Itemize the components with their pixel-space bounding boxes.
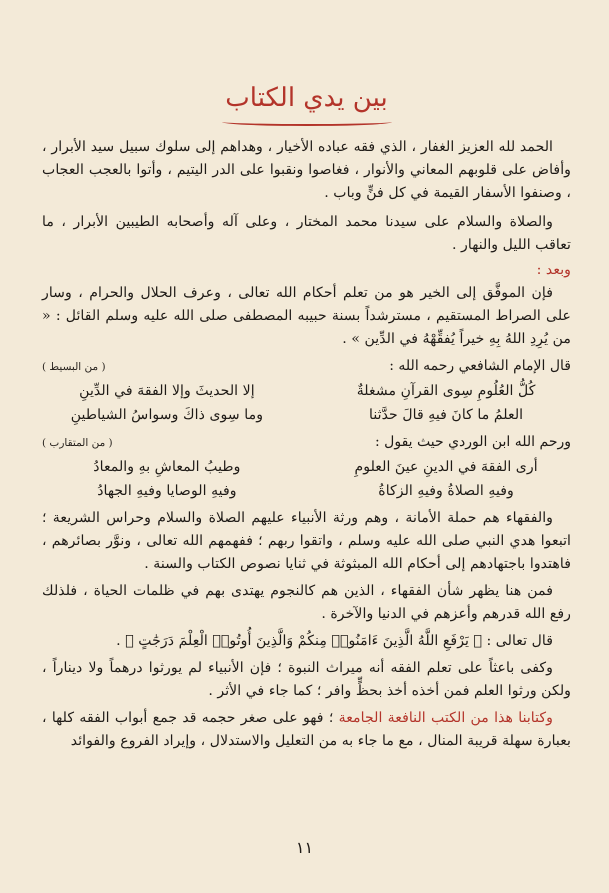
poem-shafii-meter: ( من البسيط ): [42, 361, 106, 373]
verse-hemistich-2: إلا الحديثَ وإلا الفقهَ في الدِّينِ: [79, 383, 255, 399]
verse-hemistich-2: وطيبُ المعاشِ بهِ والمعادُ: [93, 459, 241, 475]
paragraph-praise: الحمد لله العزيز الغفار ، الذي فقه عباده الأخيار ، وهداهم إلى سلوك سبيل سيد الأبرار ، وأفاض على قلوبهم المعاني والأنوار ، فغاصوا ونقبوا على الدر اليتيم ، وأتوا بالعجب العجاب ، وصنفوا الأسفار القيمة في كل فنٍّ وباب .: [42, 139, 571, 201]
page-title: [42, 78, 571, 126]
paragraph-intro: فإن الموفَّق إلى الخير هو من تعلم أحكام الله تعالى ، وعرف الحلال والحرام ، وسار على الصراط المستقيم ، مسترشداً بسنة حبيبه المصطفى صلى الله عليه وسلم القائل : « من يُرِدِ اللهُ بِهِ خيراً يُفقِّهْهُ في الدِّين » .: [42, 285, 571, 347]
paragraph-book: [42, 707, 571, 753]
book-description: ؛ فهو على صغر حجمه قد جمع أبواب الفقه كلها ، بعبارة سهلة قريبة المنال ، مع ما جاء به من التعليل والاستدلال ، وإيراد الفروع والفوائد: [42, 710, 571, 749]
poem-shafii-intro: قال الإمام الشافعي رحمه الله :: [389, 358, 571, 374]
poem-wardi-meter: ( من المتقارب ): [42, 437, 113, 449]
poem-shafii-header: [42, 355, 571, 379]
book-highlight: وكتابنا هذا من الكتب النافعة الجامعة: [338, 710, 554, 726]
paragraph-status: فمن هنا يظهر شأن الفقهاء ، الذين هم كالنجوم يهتدى بهم في ظلمات الحياة ، فلذلك رفع الله قدرهم وأعزهم في الدنيا والآخرة .: [42, 583, 571, 622]
poem-wardi-intro: ورحم الله ابن الوردي حيث يقول :: [375, 434, 571, 450]
verse-hemistich-1: أرى الفقهَ في الدينِ عينَ العلومِ: [354, 459, 538, 475]
page-number: ١١: [295, 838, 314, 857]
page-title-text: بين يدي الكتاب: [225, 83, 388, 113]
verse-hemistich-1: وفيهِ الصلاةُ وفيهِ الزكاةُ: [378, 483, 514, 499]
verse-hemistich-2: وما سِوى ذاكَ وسواسُ الشياطينِ: [70, 407, 264, 423]
paragraph-salutation: والصلاة والسلام على سيدنا محمد المختار ، وعلى آله وأصحابه الطيبين الأبرار ، ما تعاقب الليل والنهار .: [42, 214, 571, 253]
verse-line: [42, 479, 571, 503]
verse-hemistich-1: العلمُ ما كانَ فيهِ قالَ حدَّثنا: [369, 407, 524, 423]
heading-wabad: وبعد :: [536, 262, 571, 278]
verse-line: [42, 379, 571, 403]
title-ornament: [222, 118, 392, 126]
paragraph-fuqaha: والفقهاء هم حملة الأمانة ، وهم ورثة الأنبياء عليهم الصلاة والسلام وحراس الشريعة ؛ اتبعوا هدي النبي صلى الله عليه وسلم ، واتقوا ربهم ؛ ففهمهم الله تعالى ، ونوَّر بصائرهم ، فاهتدوا باجتهادهم إلى أحكام الله المبثوثة في ثنايا نصوص الكتاب والسنة .: [42, 510, 571, 572]
verse-line: [42, 455, 571, 479]
quran-verse: ﴿ يَرْفَعِ اللَّهُ الَّذِينَ ءَامَنُوا۟ مِنكُمْ وَالَّذِينَ أُوتُوا۟ الْعِلْمَ دَرَجَٰتٍ ﴾ .: [116, 633, 482, 649]
paragraph-quran-quote: [42, 630, 571, 653]
paragraph-inheritance: وكفى باعثاً على تعلم الفقه أنه ميراث النبوة ؛ فإن الأنبياء لم يورثوا درهماً ولا ديناراً ، ولكن ورثوا العلم فمن أخذه أخذ بحظٍّ وافر ؛ كما جاء في الأثر .: [42, 660, 571, 699]
verse-hemistich-1: كُلُّ العُلُومِ سِوى القرآنِ مشغلةٌ: [356, 383, 536, 399]
quran-quote-lead: قال تعالى :: [486, 633, 553, 649]
verse-hemistich-2: وفيهِ الوصايا وفيهِ الجهادُ: [97, 483, 237, 499]
verse-line: [42, 403, 571, 427]
poem-wardi-header: [42, 431, 571, 455]
